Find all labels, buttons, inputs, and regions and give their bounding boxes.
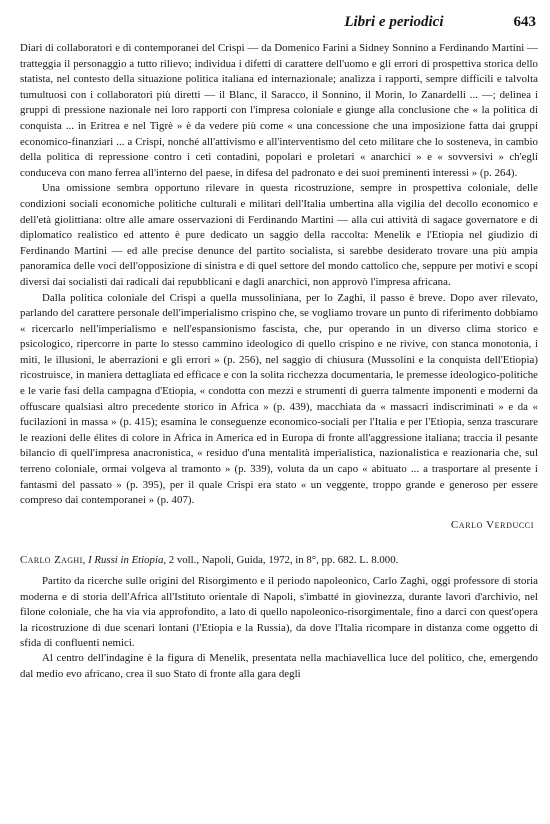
page-number: 643 [513, 14, 536, 30]
review-1-signature: Carlo Verducci [450, 518, 534, 531]
review-1-body [20, 41, 538, 509]
review-2-citation: Carlo Zaghi, I Russi in Etiopia, 2 voll., Napoli, Guida, 1972, in 8°, pp. 682. L. 8.000. [20, 553, 399, 566]
review-2-paragraph-2: Al centro dell'indagine è la figura di Menelik, presentata nella machiavellica luce del politico, che, emergendo dal medio evo africano, crea il suo Stato di fronte alla gara degli [20, 652, 538, 680]
review-1-paragraph-3: Dalla politica coloniale del Crispi a quella mussoliniana, per lo Zaghi, il passo è breve. Dopo aver rilevato, parlando del carattere personale dell'imperialismo crispino che, se vogliamo trovare un punto di riferimento dobbiamo « ricercarlo nell'imperialismo e nell'espansionismo fascista, che, pur operando in un diverso clima storico e psicologico, ripercorre in parte lo stesso cammino ideologico di quello crispino e ne rivive, con stanca monotonia, i miti, le illusioni, le aberrazioni e gli errori » (p. 256), nel saggio di chiusura (Mussolini e la conquista dell'Etiopia) ricostruisce, in maniera dettagliata ed efficace e con la solita ricchezza documentaria, le premesse ideologico-politiche e le varie fasi della campagna d'Etiopia, « condotta con mezzi e strumenti di guerra talmente imponenti e moderni da offuscare qualsiasi altro precedente storico in Africa » (p. 439), macchiata da « massacri indiscriminati » e da « fucilazioni in massa » (p. 415); esamina le conseguenze economico-sociali per l'Italia e per l'Etiopia, senza trascurare le reazioni delle élites di colore in Africa in America ed in Europa di fronte all'aggressione italiana; traccia il pesante bilancio di quell'impresa anacronistica, « residuo d'una mentalità imperialistica, nazionalistica e reazionaria che, sul terreno coloniale, ormai volgeva al tramonto » (p. 339), voluta da un capo « abituato ... a trasportare al presente i fantasmi del passato » (p. 395), per il quale Crispi era stato « un veggente, troppo grande e generoso per essere compreso dai contemporanei » (p. 407). [20, 291, 538, 507]
review-2-book-title: I Russi in Etiopia [88, 553, 164, 566]
review-1-paragraph-2: Una omissione sembra opportuno rilevare in questa ricostruzione, sempre in prospettiva coloniale, delle condizioni sociali economiche politiche culturali e militari dell'Italia umbertina alla vigilia del decollo economico e dell'età giolittiana: oltre alle amare osservazioni di Ferdinando Martini — alla cui attività di sagace governatore e di diplomatico realistico ed attento è pure dedicato un saggio della raccolta: Menelik e l'Etiopia nel giudizio di Ferdinando Martini — ed alle precise denunce del partito socialista, si sarebbe desiderato trovare una più ampia panoramica delle voci dell'opposizione di sinistra e di quel settore del mondo cattolico che, seppure per motivi e scopi diversi dai socialisti dai radicali dai repubblicani e dagli anarchici, non approvò l'impresa africana. [20, 182, 538, 288]
review-2-book-author: Carlo Zaghi [20, 553, 83, 566]
running-header [20, 14, 538, 31]
review-2-book-details: , 2 voll., Napoli, Guida, 1972, in 8°, pp. 682. L. 8.000. [163, 553, 399, 566]
section-spacer [20, 531, 538, 553]
running-title: Libri e periodici [344, 14, 444, 30]
review-2-paragraph-1: Partito da ricerche sulle origini del Risorgimento e il periodo napoleonico, Carlo Zaghi, oggi professore di storia moderna e di storia dell'Africa all'Istituto orientale di Napoli, s'imbatté in giovinezza, durante lavori d'archivio, nel filone coloniale, che ha via via approfondito, a lato di quello napoleonico-risorgimentale, fino a darci con quest'opera la ricostruzione di due scenari lontani (l'Etiopia e la Russia), da dove l'Italia ricompare in distanza come oggetto di sfida di confluenti nemici. [20, 575, 538, 650]
review-1-paragraph-1: Diari di collaboratori e di contemporanei del Crispi — da Domenico Farini a Sidney Sonnino a Ferdinando Martini — tratteggia il personaggio a tutto rilievo; individua i difetti di carattere dell'uomo e gli errori di prospettiva storica dello statista, nel contesto della situazione politica italiana ed internazionale; analizza i rapporti, sempre difficili e talvolta tumultuosi con i collaboratori più diretti — il Blanc, il Saracco, il Sonnino, il Morin, lo Zanardelli ... —; delinea i gruppi di pressione nazionale nei loro rapporti con l'impresa coloniale e giunge alla conclusione che « la politica di conquista ... in Eritrea e nel Tigrè » è da vedere più come « una concessione che una imposizione fatta dai gruppi economico-finanziari ... a Crispi, nonché all'attivismo e all'interventismo del ceto militare che lo sosteneva, in cambio della politica di repressione contro i ceti contadini, popolari e proletari « anarchici » e « sovversivi » ch'egli conduceva con mano ferrea all'interno del paese, in difesa del padronato e dei suoi preminenti interessi » (p. 264). [20, 42, 538, 179]
review-2-body [20, 574, 538, 682]
